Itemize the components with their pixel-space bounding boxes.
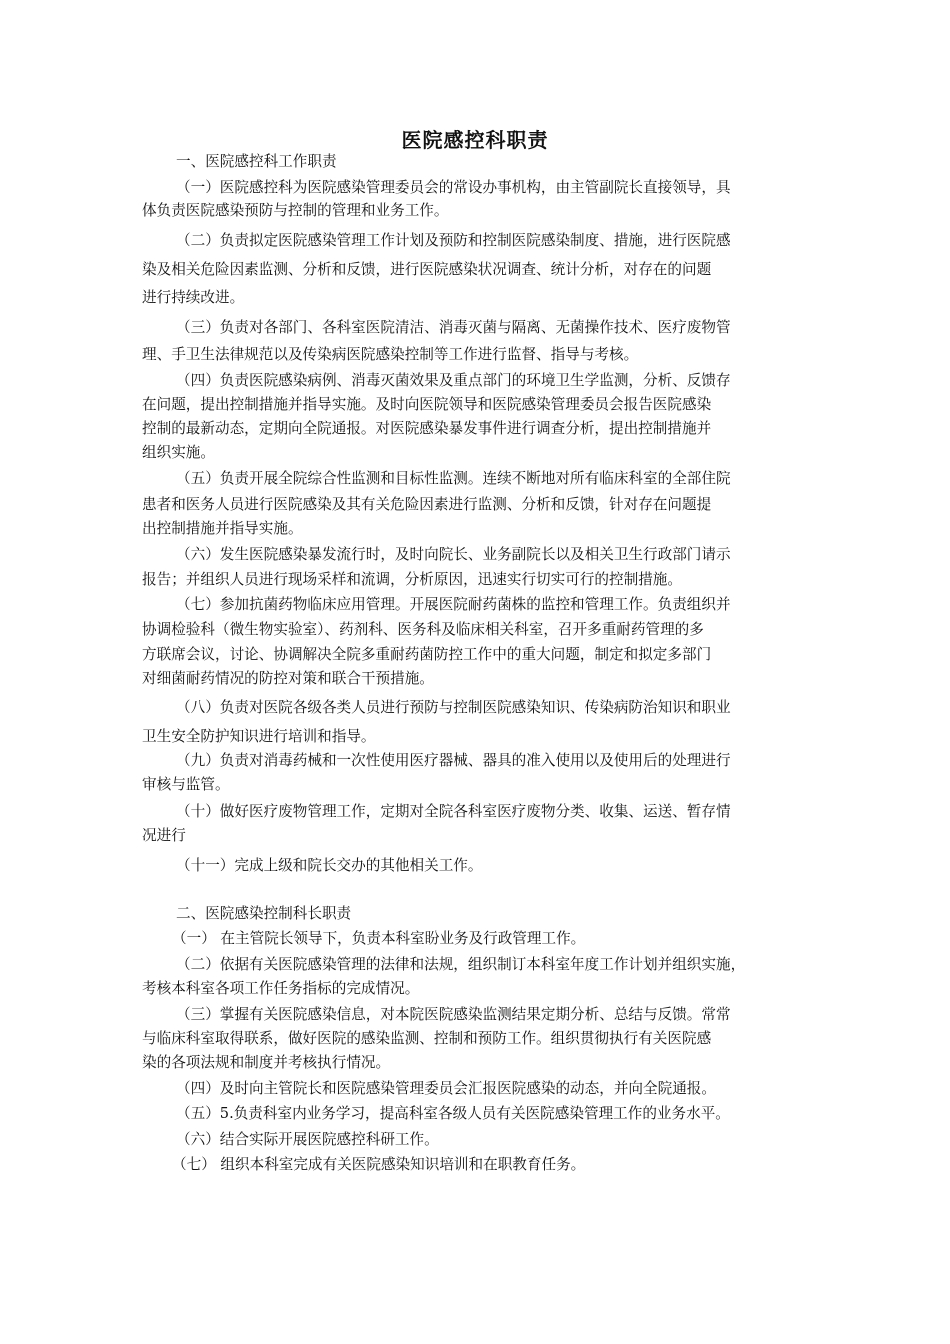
paragraph-line: （十）做好医疗废物管理工作，定期对全院各科室医疗废物分类、收集、运送、暂存情 [176,803,731,820]
paragraph-line: 控制的最新动态，定期向全院通报。对医院感染暴发事件进行调查分析，提出控制措施并 [142,420,712,437]
paragraph-line: 体负责医院感染预防与控制的管理和业务工作。 [142,202,449,219]
paragraph-line: 报告；并组织人员进行现场采样和流调，分析原因，迅速实行切实可行的控制措施。 [142,571,682,588]
paragraph-line: （二）负责拟定医院感染管理工作计划及预防和控制医院感染制度、措施，进行医院感 [176,232,731,249]
paragraph-line: （四）及时向主管院长和医院感染管理委员会汇报医院感染的动态，并向全院通报。 [176,1080,716,1097]
paragraph-line: 患者和医务人员进行医院感染及其有关危险因素进行监测、分析和反馈，针对存在问题提 [142,496,712,513]
paragraph-line: 出控制措施并指导实施。 [142,520,303,537]
paragraph-line: （八）负责对医院各级各类人员进行预防与控制医院感染知识、传染病防治知识和职业 [176,699,731,716]
paragraph-line: 方联席会议，讨论、协调解决全院多重耐药菌防控工作中的重大问题，制定和拟定多部门 [142,646,712,663]
paragraph-line: （六）发生医院感染暴发流行时，及时向院长、业务副院长以及相关卫生行政部门请示 [176,546,731,563]
paragraph-line: 染的各项法规和制度并考核执行情况。 [142,1054,391,1071]
paragraph-line: 组织实施。 [142,444,215,461]
paragraph-line: 况进行 [142,827,186,844]
paragraph-line: 审核与监管。 [142,776,230,793]
paragraph-line: （一） 在主管院长领导下，负责本科室盼业务及行政管理工作。 [172,930,586,947]
section-heading-1: 一、医院感控科工作职责 [176,153,337,170]
paragraph-line: 卫生安全防护知识进行培训和指导。 [142,728,376,745]
paragraph-line: （十一）完成上级和院长交办的其他相关工作。 [176,857,483,874]
paragraph-line: （三）掌握有关医院感染信息，对本院医院感染监测结果定期分析、总结与反馈。常常 [176,1006,731,1023]
paragraph-line: 考核本科室各项工作任务指标的完成情况。 [142,980,420,997]
paragraph-line: （四）负责医院感染病例、消毒灭菌效果及重点部门的环境卫生学监测，分析、反馈存 [176,372,731,389]
paragraph-line: （九）负责对消毒药械和一次性使用医疗器械、器具的准入使用以及使用后的处理进行 [176,752,731,769]
paragraph-line: 理、手卫生法律规范以及传染病医院感染控制等工作进行监督、指导与考核。 [142,346,639,363]
paragraph-line: 与临床科室取得联系，做好医院的感染监测、控制和预防工作。组织贯彻执行有关医院感 [142,1030,712,1047]
paragraph-line: （一）医院感控科为医院感染管理委员会的常设办事机构，由主管副院长直接领导，具 [176,179,731,196]
paragraph-line: （七） 组织本科室完成有关医院感染知识培训和在职教育任务。 [172,1156,586,1173]
paragraph-line: 染及相关危险因素监测、分析和反馈，进行医院感染状况调查、统计分析，对存在的问题 [142,261,712,278]
paragraph-line: （二）依据有关医院感染管理的法律和法规，组织制订本科室年度工作计划并组织实施， [176,956,746,973]
paragraph-line: 对细菌耐药情况的防控对策和联合干预措施。 [142,670,434,687]
paragraph-line: 在问题，提出控制措施并指导实施。及时向医院领导和医院感染管理委员会报告医院感染 [142,396,712,413]
paragraph-line: （五）负责开展全院综合性监测和目标性监测。连续不断地对所有临床科室的全部住院 [176,470,731,487]
paragraph-line: （七）参加抗菌药物临床应用管理。开展医院耐药菌株的监控和管理工作。负责组织并 [176,596,731,613]
paragraph-line: （五）5.负责科室内业务学习，提高科室各级人员有关医院感染管理工作的业务水平。 [176,1105,730,1122]
paragraph-line: 进行持续改进。 [142,289,245,306]
paragraph-line: 协调检验科（微生物实验室）、药剂科、医务科及临床相关科室，召开多重耐药管理的多 [142,621,704,638]
section-heading-2: 二、医院感染控制科长职责 [176,905,352,922]
document-title: 医院感控科职责 [401,128,549,152]
paragraph-line: （三）负责对各部门、各科室医院清洁、消毒灭菌与隔离、无菌操作技术、医疗废物管 [176,319,731,336]
paragraph-line: （六）结合实际开展医院感控科研工作。 [176,1131,439,1148]
